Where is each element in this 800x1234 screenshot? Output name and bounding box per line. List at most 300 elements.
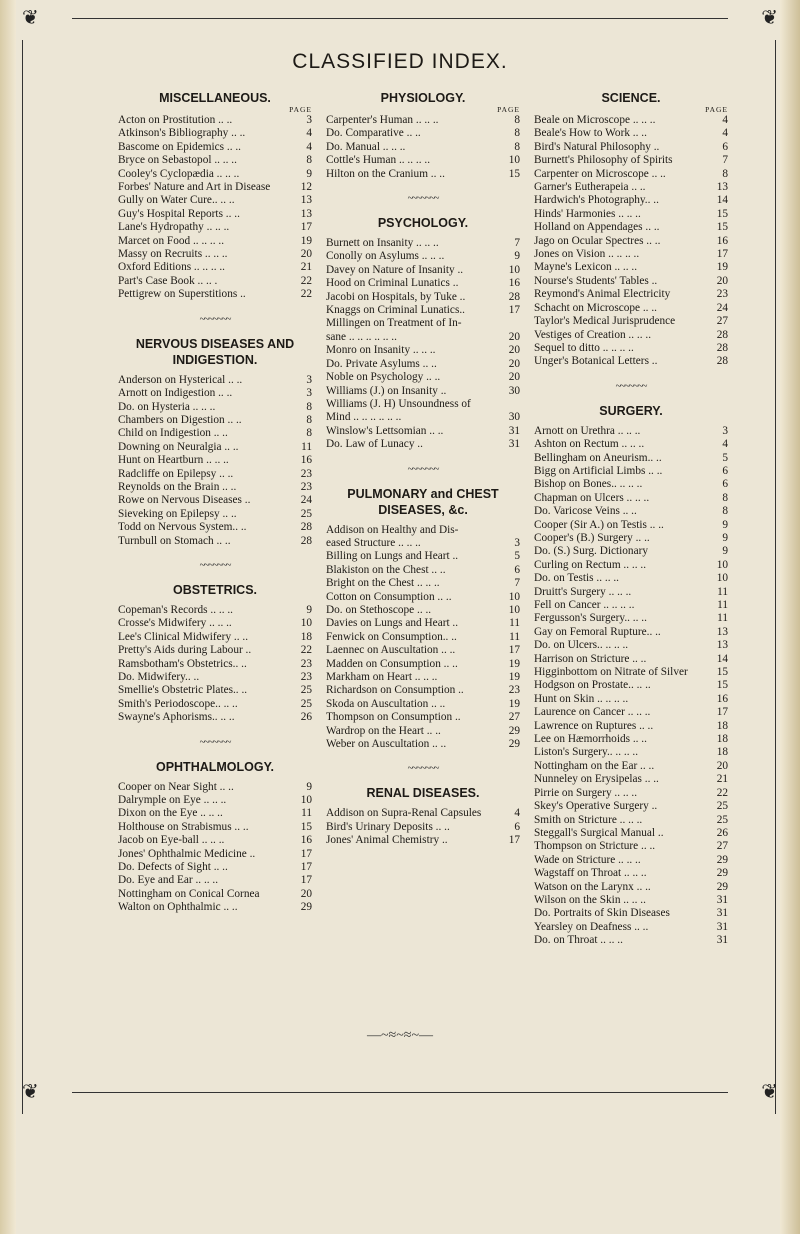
entry-title: Blakiston on the Chest .. .. [326, 563, 446, 576]
entry-title: Watson on the Larynx .. .. [534, 880, 651, 893]
section-divider-flourish: ~~~~~~~ [199, 313, 231, 325]
entry-page-number: 19 [508, 697, 520, 710]
entry-page-number: 15 [716, 666, 728, 679]
entry-page-number: 5 [722, 451, 728, 464]
entry-page-number: 3 [514, 536, 520, 549]
index-entry [118, 154, 312, 167]
entry-page-number: 22 [716, 786, 728, 799]
entry-page-number: 10 [508, 603, 520, 616]
index-entry [534, 720, 728, 733]
top-ornamental-border [8, 7, 792, 36]
entry-title: Druitt's Surgery .. .. .. [534, 585, 632, 598]
entry-page-number: 25 [716, 800, 728, 813]
index-entry [534, 894, 728, 907]
entry-page-number: 17 [508, 304, 520, 317]
entry-page-number: 15 [300, 820, 312, 833]
entry-title: Holthouse on Strabismus .. .. [118, 820, 249, 833]
entry-title: Nottingham on Conical Cornea [118, 887, 260, 900]
entry-page-number: 16 [300, 454, 312, 467]
entry-page-number: 19 [508, 657, 520, 670]
index-entry [118, 441, 312, 454]
index-entry [534, 275, 728, 288]
entry-page-number: 3 [722, 424, 728, 437]
entry-page-number: 17 [300, 221, 312, 234]
entry-page-number: 30 [508, 384, 520, 397]
index-entry [118, 874, 312, 887]
index-entry [118, 494, 312, 507]
entry-title: Carpenter on Microscope .. .. [534, 167, 666, 180]
index-entry [326, 141, 520, 154]
index-entry [326, 591, 520, 604]
entry-page-number: 21 [716, 773, 728, 786]
entry-page-number: 10 [508, 263, 520, 276]
right-page-edge [780, 0, 800, 1234]
section-heading: SURGERY. [599, 403, 663, 418]
entry-title: Sequel to ditto .. .. .. .. [534, 341, 634, 354]
entry-page-number: 15 [716, 679, 728, 692]
index-entry [534, 519, 728, 532]
entry-title: Lee's Clinical Midwifery .. .. [118, 630, 249, 643]
section-heading: OBSTETRICS. [172, 582, 258, 597]
index-entry [534, 773, 728, 786]
entry-page-number: 30 [508, 411, 520, 424]
entry-title: Monro on Insanity .. .. .. [326, 344, 436, 357]
index-entry [326, 821, 520, 834]
index-entry [326, 331, 520, 344]
section-divider-flourish: ~~~~~~~ [199, 559, 231, 571]
index-entry [118, 387, 312, 400]
entry-title: Do. on Throat .. .. .. [534, 934, 623, 947]
entry-title: Vestiges of Creation .. .. .. [534, 328, 652, 341]
entry-title: Cotton on Consumption .. .. [326, 590, 452, 603]
entry-page-number: 4 [306, 127, 312, 140]
entry-title: Thompson on Consumption .. [326, 711, 461, 724]
entry-title: Ashton on Rectum .. .. .. [534, 438, 645, 451]
index-entry [118, 181, 312, 194]
entry-title: Smith on Stricture .. .. .. [534, 813, 643, 826]
entry-title: Pettigrew on Superstitions .. [118, 288, 246, 301]
entry-page-number: 17 [300, 847, 312, 860]
index-entry [534, 867, 728, 880]
entry-page-number: 13 [300, 207, 312, 220]
index-entry [118, 288, 312, 301]
entry-page-number: 16 [300, 834, 312, 847]
entry-title: Lawrence on Ruptures .. .. [534, 719, 654, 732]
entry-page-number: 20 [716, 759, 728, 772]
entry-page-number: 31 [508, 424, 520, 437]
entry-title: Knaggs on Criminal Lunatics.. [326, 304, 465, 317]
entry-title: Todd on Nervous System.. .. [118, 521, 247, 534]
index-entry [326, 658, 520, 671]
index-entry [118, 794, 312, 807]
index-entry [118, 468, 312, 481]
entry-page-number: 25 [300, 507, 312, 520]
entry-title: Do. Portraits of Skin Diseases [534, 907, 670, 920]
entry-title: Conolly on Asylums .. .. .. [326, 250, 445, 263]
section-divider-flourish: ~~~~~~~ [199, 736, 231, 748]
entry-title: Hunt on Heartburn .. .. .. [118, 454, 229, 467]
entry-page-number: 5 [514, 550, 520, 563]
entry-title: Fenwick on Consumption.. .. [326, 630, 457, 643]
entry-title: Skoda on Auscultation .. .. [326, 697, 446, 710]
section-divider-flourish: ~~~~~~~ [407, 193, 439, 205]
entry-page-number: 25 [716, 813, 728, 826]
section-heading: PSYCHOLOGY. [377, 216, 469, 231]
entry-page-number: 20 [508, 330, 520, 343]
entry-page-number: 16 [508, 277, 520, 290]
index-entry [326, 684, 520, 697]
entry-title: Harrison on Stricture .. .. [534, 652, 647, 665]
index-entry [118, 208, 312, 221]
entry-page-number: 21 [300, 261, 312, 274]
section-heading: PULMONARY and CHEST DISEASES, &c. [347, 486, 499, 517]
entry-title: Addison on Healthy and Dis- [326, 523, 459, 536]
index-entry [326, 604, 520, 617]
entry-page-number: 8 [306, 154, 312, 167]
section-heading: PHYSIOLOGY. [380, 91, 466, 105]
entry-page-number: 4 [514, 807, 520, 820]
entry-title: Mind .. .. .. .. .. .. [326, 411, 402, 424]
entry-title: Unger's Botanical Letters .. [534, 355, 658, 368]
index-entry [326, 738, 520, 751]
entry-page-number: 8 [514, 114, 520, 126]
entry-title: Atkinson's Bibliography .. .. [118, 127, 246, 140]
top-rule [72, 18, 728, 19]
index-entry [326, 398, 520, 411]
entry-page-number: 10 [716, 572, 728, 585]
entry-page-number: 28 [716, 341, 728, 354]
entry-title: sane .. .. .. .. .. .. [326, 330, 397, 343]
index-entry [326, 371, 520, 384]
ornament-icon: ❦ [761, 1081, 778, 1103]
entry-title: Burnett on Insanity .. .. .. [326, 237, 439, 250]
page-column-label: PAGE [705, 105, 728, 114]
entry-title: Jones on Vision .. .. .. .. [534, 248, 640, 261]
index-entry [118, 235, 312, 248]
entry-page-number: 20 [716, 274, 728, 287]
entry-title: Lane's Hydropathy .. .. .. [118, 221, 230, 234]
index-entry [534, 921, 728, 934]
index-entry [118, 834, 312, 847]
entry-page-number: 19 [716, 261, 728, 274]
entry-page-number: 8 [306, 427, 312, 440]
entry-title: Smellie's Obstetric Plates.. .. [118, 684, 248, 697]
entry-page-number: 20 [300, 248, 312, 261]
entry-title: Sieveking on Epilepsy .. .. [118, 507, 237, 520]
bottom-rule [72, 1092, 728, 1093]
entry-page-number: 7 [514, 577, 520, 590]
index-entry [326, 524, 520, 537]
entry-title: Thompson on Stricture .. .. [534, 840, 656, 853]
entry-page-number: 7 [722, 154, 728, 167]
index-entry [326, 438, 520, 451]
entry-title: Hunt on Skin .. .. .. .. [534, 692, 629, 705]
index-entry [326, 264, 520, 277]
index-entry [118, 521, 312, 534]
entry-title: Wilson on the Skin .. .. .. [534, 893, 646, 906]
index-entry [326, 237, 520, 250]
entry-page-number: 8 [722, 505, 728, 518]
index-entry [534, 329, 728, 342]
entry-page-number: 20 [508, 357, 520, 370]
entry-title: Do. Manual .. .. .. [326, 140, 406, 153]
entry-page-number: 14 [716, 194, 728, 207]
entry-page-number: 27 [716, 840, 728, 853]
entry-title: Arnott on Urethra .. .. .. [534, 424, 641, 437]
index-entry [534, 733, 728, 746]
index-entry [534, 787, 728, 800]
entry-page-number: 11 [301, 440, 312, 453]
entry-page-number: 27 [508, 711, 520, 724]
left-border-line [22, 40, 23, 1114]
entry-title: Beale's How to Work .. .. [534, 127, 647, 140]
entry-title: Hood on Criminal Lunatics .. [326, 277, 459, 290]
entry-title: Do. on Stethoscope .. .. [326, 603, 432, 616]
index-entry [326, 385, 520, 398]
entry-title: Do. Midwifery.. .. [118, 671, 200, 683]
index-entry [326, 425, 520, 438]
entry-title: Hodgson on Prostate.. .. .. [534, 679, 651, 692]
right-border-line [775, 40, 776, 1114]
entry-page-number: 14 [716, 652, 728, 665]
entry-title: Downing on Neuralgia .. .. [118, 440, 239, 453]
entry-title: Gay on Femoral Rupture.. .. [534, 625, 661, 638]
index-entry [118, 901, 312, 914]
entry-page-number: 31 [716, 934, 728, 947]
section-divider-flourish: ~~~~~~~ [407, 763, 439, 775]
entry-page-number: 9 [306, 780, 312, 793]
entry-title: Jacobi on Hospitals, by Tuke .. [326, 290, 466, 303]
index-entry [326, 154, 520, 167]
entry-title: Massy on Recruits .. .. .. [118, 248, 228, 261]
entry-page-number: 24 [716, 301, 728, 314]
entry-title: Bishop on Bones.. .. .. .. [534, 478, 643, 491]
entry-title: Do. Private Asylums .. .. [326, 357, 437, 370]
entry-title: Part's Case Book .. .. . [118, 274, 218, 287]
entry-page-number [502, 524, 520, 537]
entry-page-number: 11 [509, 630, 520, 643]
entry-page-number: 8 [722, 491, 728, 504]
entry-title: Dixon on the Eye .. .. .. [118, 807, 223, 820]
index-entry [326, 698, 520, 711]
entry-page-number: 15 [508, 167, 520, 180]
entry-page-number: 31 [716, 920, 728, 933]
index-entry [534, 302, 728, 315]
entry-page-number: 17 [716, 706, 728, 719]
index-entry [326, 411, 520, 424]
index-entry [326, 291, 520, 304]
index-entry [118, 401, 312, 414]
entry-title: Madden on Consumption .. .. [326, 657, 458, 670]
entry-page-number: 4 [722, 114, 728, 126]
entry-page-number: 13 [716, 181, 728, 194]
entry-page-number: 8 [722, 167, 728, 180]
index-columns [118, 90, 728, 948]
index-entry [534, 288, 728, 301]
entry-title: Mayne's Lexicon .. .. .. [534, 261, 638, 274]
entry-page-number: 18 [716, 746, 728, 759]
index-entry [118, 427, 312, 440]
index-entry [534, 907, 728, 920]
entry-page-number: 31 [716, 907, 728, 920]
entry-title: Bellingham on Aneurism.. .. [534, 451, 662, 464]
entry-title: Winslow's Lettsomian .. .. [326, 424, 444, 437]
entry-title: Pirrie on Surgery .. .. .. [534, 786, 638, 799]
index-entry [326, 550, 520, 563]
entry-page-number: 23 [300, 467, 312, 480]
index-entry [534, 181, 728, 194]
entry-title: Noble on Psychology .. .. [326, 371, 441, 384]
entry-page-number: 3 [306, 373, 312, 386]
section-heading: SCIENCE. [601, 91, 661, 105]
index-entry [534, 586, 728, 599]
entry-title: Davies on Lungs and Heart .. [326, 617, 459, 630]
entry-title: Ramsbotham's Obstetrics.. .. [118, 657, 247, 670]
entry-title: Hinds' Harmonies .. .. .. [534, 207, 641, 220]
index-entry [118, 481, 312, 494]
index-entry [326, 114, 520, 127]
entry-title: Cooper on Near Sight .. .. [118, 780, 234, 793]
index-entry [326, 711, 520, 724]
index-entry [534, 235, 728, 248]
entry-title: eased Structure .. .. .. [326, 536, 421, 549]
entry-title: Copeman's Records .. .. .. [118, 603, 233, 616]
entry-page-number: 8 [514, 127, 520, 140]
index-entry [534, 465, 728, 478]
index-entry [534, 746, 728, 759]
entry-page-number: 13 [716, 639, 728, 652]
entry-page-number: 16 [716, 692, 728, 705]
index-entry [118, 141, 312, 154]
entry-page-number: 9 [306, 167, 312, 180]
entry-title: Do. Law of Lunacy .. [326, 438, 423, 451]
entry-title: Jones' Animal Chemistry .. [326, 834, 448, 847]
index-entry [118, 114, 312, 127]
entry-title: Bryce on Sebastopol .. .. .. [118, 154, 237, 167]
entry-page-number: 4 [722, 127, 728, 140]
index-entry [118, 535, 312, 548]
section-heading: RENAL DISEASES. [366, 786, 480, 801]
entry-page-number: 23 [300, 671, 312, 683]
index-entry [534, 438, 728, 451]
index-entry [118, 631, 312, 644]
entry-title: Guy's Hospital Reports .. .. [118, 207, 240, 220]
index-entry [118, 248, 312, 261]
index-entry [534, 425, 728, 438]
index-entry [534, 168, 728, 181]
entry-title: Wagstaff on Throat .. .. .. [534, 867, 647, 880]
entry-title: Garner's Eutherapeia .. .. [534, 181, 646, 194]
index-entry [534, 221, 728, 234]
entry-title: Richardson on Consumption .. [326, 684, 464, 697]
index-entry [534, 492, 728, 505]
entry-title: Do. on Hysteria .. .. .. [118, 400, 216, 413]
entry-title: Cooper (Sir A.) on Testis .. .. [534, 518, 664, 531]
entry-title: Skey's Operative Surgery .. [534, 800, 658, 813]
entry-page-number: 11 [301, 807, 312, 820]
entry-title: Pretty's Aids during Labour .. [118, 644, 252, 657]
index-entry [534, 840, 728, 853]
entry-title: Jones' Ophthalmic Medicine .. [118, 847, 256, 860]
index-entry [118, 698, 312, 711]
entry-title: Bright on the Chest .. .. .. [326, 577, 440, 590]
entry-title: Chapman on Ulcers .. .. .. [534, 491, 650, 504]
index-entry [534, 114, 728, 127]
ornament-icon: ❦ [22, 7, 39, 29]
entry-page-number: 28 [300, 534, 312, 547]
index-entry [326, 277, 520, 290]
entry-title: Fergusson's Surgery.. .. .. [534, 612, 647, 625]
entry-title: Millingen on Treatment of In- [326, 317, 462, 330]
entry-title: Billing on Lungs and Heart .. [326, 550, 459, 563]
entry-page-number: 3 [306, 114, 312, 126]
entry-page-number: 29 [716, 880, 728, 893]
index-entry [118, 168, 312, 181]
index-entry [534, 545, 728, 558]
index-entry [534, 342, 728, 355]
index-entry [118, 617, 312, 630]
entry-title: Laennec on Auscultation .. .. [326, 644, 456, 657]
entry-title: Wade on Stricture .. .. .. [534, 853, 641, 866]
index-entry [118, 671, 312, 684]
entry-page-number: 9 [722, 531, 728, 544]
index-entry [118, 508, 312, 521]
index-entry [118, 644, 312, 657]
index-entry [534, 194, 728, 207]
index-entry [326, 671, 520, 684]
entry-page-number: 17 [508, 834, 520, 847]
entry-page-number: 22 [300, 644, 312, 657]
index-entry [118, 221, 312, 234]
entry-page-number: 10 [300, 617, 312, 630]
entry-title: Curling on Rectum .. .. .. [534, 558, 647, 571]
entry-page-number: 25 [300, 684, 312, 697]
index-entry [118, 275, 312, 288]
entry-page-number: 15 [716, 221, 728, 234]
index-entry [534, 505, 728, 518]
index-entry [326, 127, 520, 140]
index-entry [534, 653, 728, 666]
page-column-label: PAGE [497, 105, 520, 114]
index-entry [534, 814, 728, 827]
section-divider-flourish: ~~~~~~~ [407, 463, 439, 475]
index-entry [534, 532, 728, 545]
entry-page-number: 10 [716, 558, 728, 571]
index-entry [534, 881, 728, 894]
entry-title: Beale on Microscope .. .. .. [534, 114, 656, 126]
entry-page-number: 11 [717, 599, 728, 611]
entry-title: Cooper's (B.) Surgery .. .. [534, 531, 650, 544]
entry-page-number: 13 [300, 194, 312, 207]
bottom-flourish: —~≈~≈~— [366, 1028, 434, 1043]
entry-title: Reymond's Animal Electricity [534, 288, 671, 301]
entry-page-number: 26 [716, 826, 728, 839]
index-entry [118, 781, 312, 794]
entry-page-number: 23 [716, 288, 728, 301]
entry-page-number: 16 [716, 234, 728, 247]
entry-title: Chambers on Digestion .. .. [118, 413, 242, 426]
entry-page-number: 29 [716, 867, 728, 880]
index-entry [534, 141, 728, 154]
entry-title: Liston's Surgery.. .. .. .. [534, 746, 639, 759]
entry-page-number: 9 [722, 518, 728, 531]
entry-page-number: 13 [716, 625, 728, 638]
index-entry [326, 564, 520, 577]
entry-page-number: 27 [716, 315, 728, 328]
entry-title: Burnett's Philosophy of Spirits [534, 154, 673, 167]
entry-title: Do. Eye and Ear .. .. .. [118, 874, 219, 887]
index-entry [118, 684, 312, 697]
